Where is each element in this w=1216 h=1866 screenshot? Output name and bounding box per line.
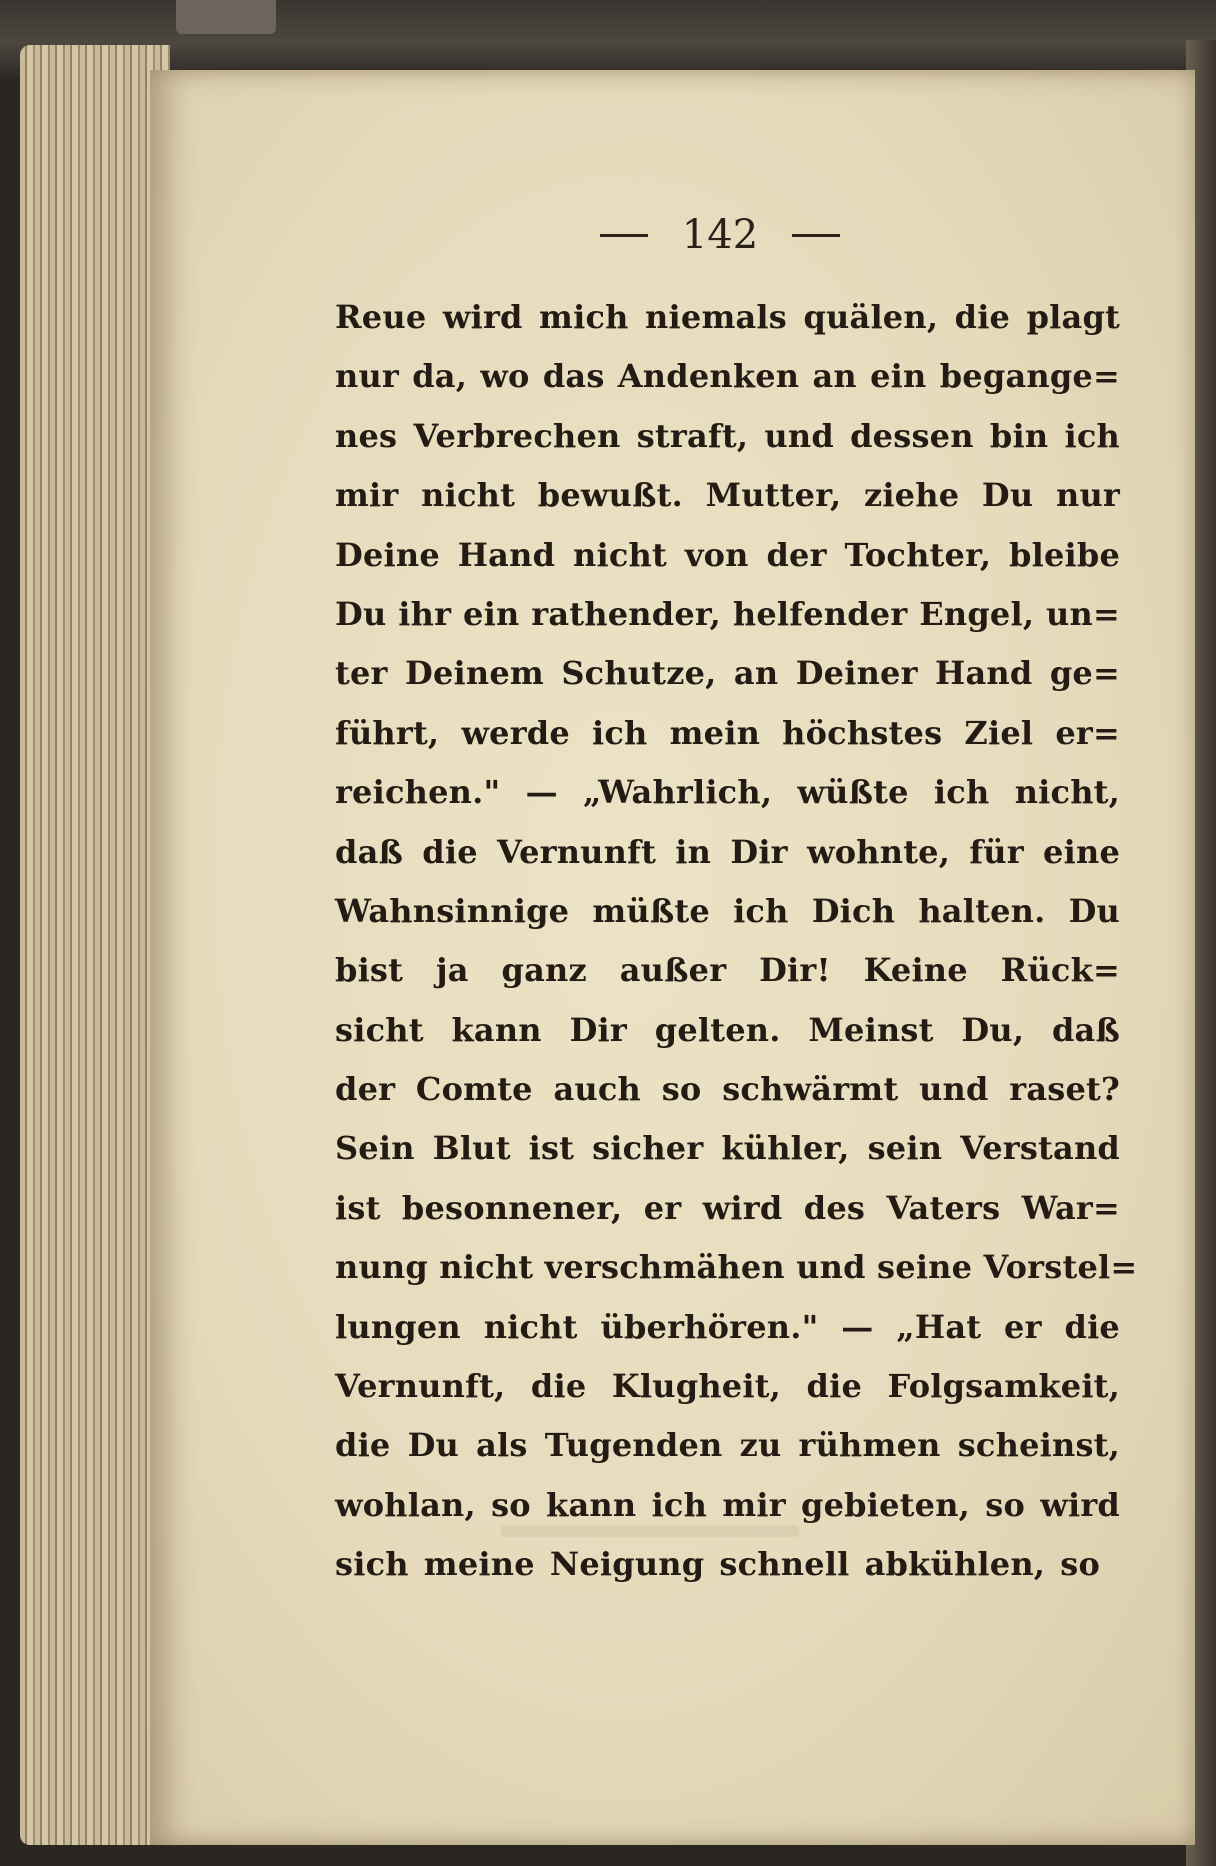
text-line: sich meine Neigung schnell abkühlen, so [335, 1545, 1100, 1584]
text-line: nur da, wo das Andenken an ein begange= [335, 357, 1120, 396]
page-edges [20, 45, 170, 1845]
text-line: der Comte auch so schwärmt und raset? [335, 1070, 1120, 1109]
show-through-mark [500, 1525, 800, 1537]
text-line: führt, werde ich mein höchstes Ziel er= [335, 713, 1120, 752]
body-text [335, 288, 1138, 1595]
binding-tab [176, 0, 276, 34]
page-number: 142 [681, 212, 759, 258]
text-line: Wahnsinnige müßte ich Dich halten. Du [335, 891, 1120, 930]
text-line: nes Verbrechen straft, und dessen bin ich [335, 416, 1120, 455]
text-line: ter Deinem Schutze, an Deiner Hand ge= [335, 654, 1120, 693]
text-line: Sein Blut ist sicher kühler, sein Verstand [335, 1129, 1120, 1168]
text-line: mir nicht bewußt. Mutter, ziehe Du nur [335, 476, 1120, 515]
text-line: nung nicht verschmähen und seine Vorstel= [335, 1248, 1138, 1287]
text-line: Reue wird mich niemals quälen, die plagt [335, 298, 1120, 336]
header-dash-right [792, 234, 840, 237]
text-line: die Du als Tugenden zu rühmen scheinst, [335, 1426, 1120, 1465]
text-line: lungen nicht überhören." — „Hat er die [335, 1307, 1120, 1346]
text-line: Vernunft, die Klugheit, die Folgsamkeit, [335, 1367, 1120, 1406]
page-header [570, 200, 870, 270]
text-line: Deine Hand nicht von der Tochter, bleibe [335, 535, 1120, 574]
text-line: Du ihr ein rathender, helfender Engel, un= [335, 594, 1120, 633]
text-line: wohlan, so kann ich mir gebieten, so wird [335, 1485, 1120, 1524]
text-line: sicht kann Dir gelten. Meinst Du, daß [335, 1010, 1120, 1049]
text-line: reichen." — „Wahrlich, wüßte ich nicht, [335, 773, 1120, 812]
text-line: bist ja ganz außer Dir! Keine Rück= [335, 951, 1120, 990]
text-line: ist besonnener, er wird des Vaters War= [335, 1188, 1120, 1227]
text-line: daß die Vernunft in Dir wohnte, für eine [335, 832, 1120, 871]
header-dash-left [600, 234, 648, 237]
